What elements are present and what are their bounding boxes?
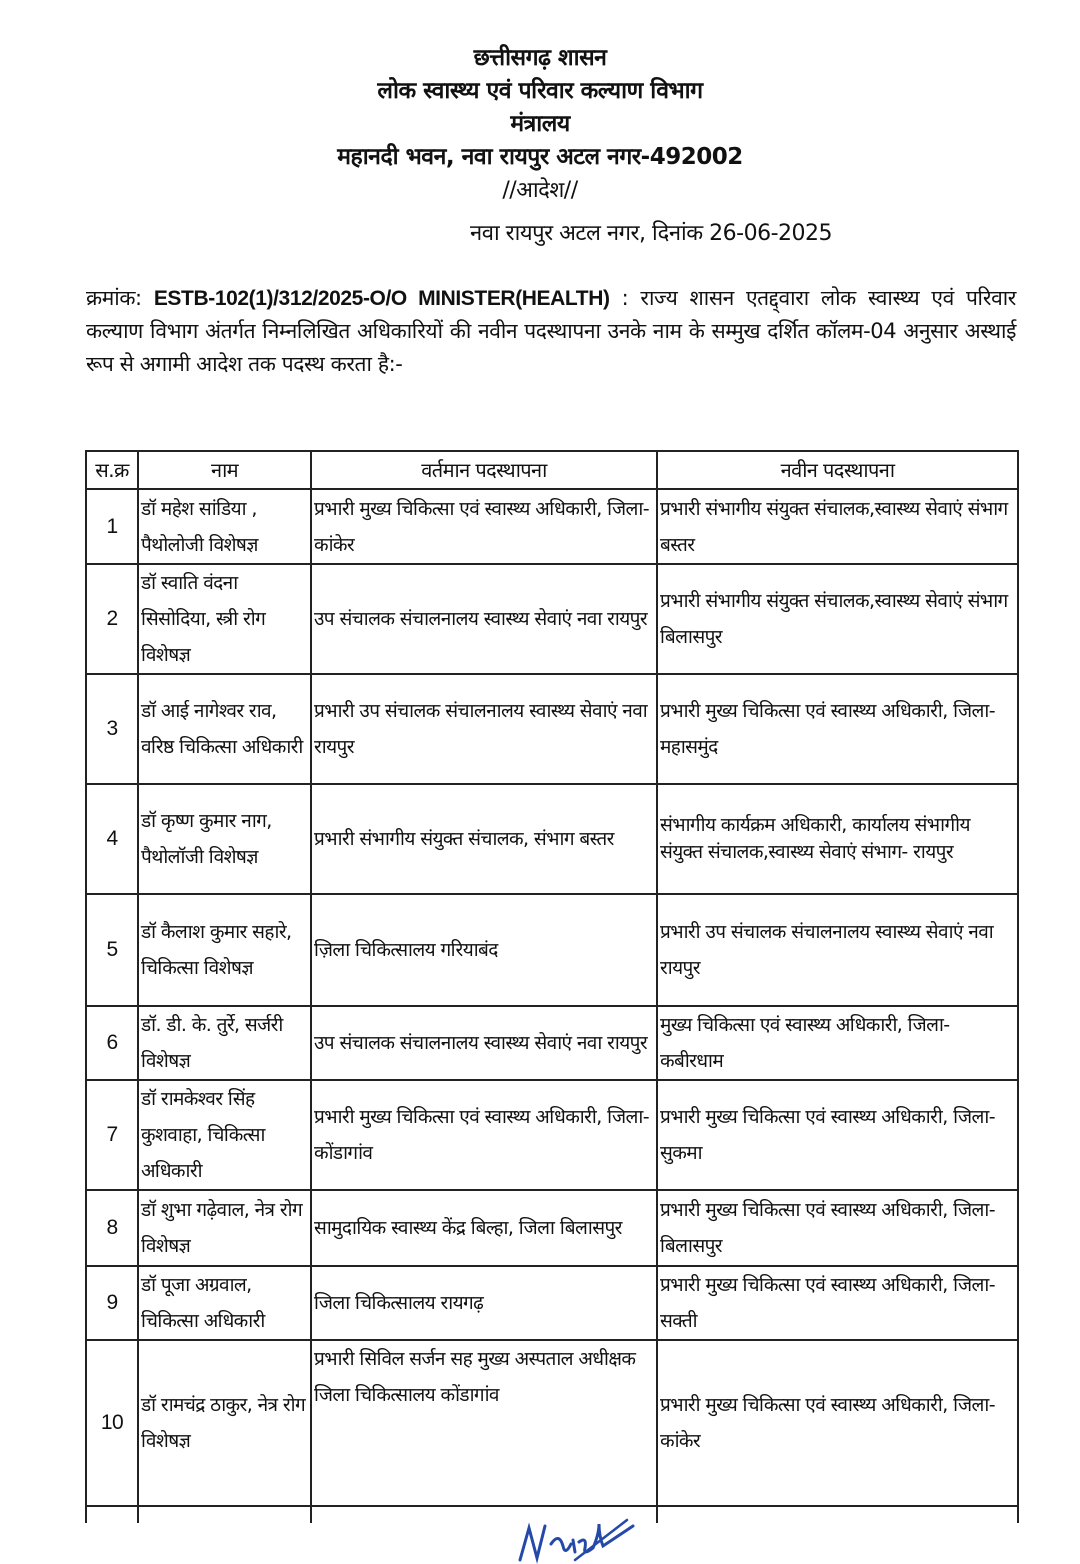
current-posting: उप संचालक संचालनालय स्वास्थ्य सेवाएं नवा रायपुर	[311, 1006, 657, 1080]
new-posting: प्रभारी संभागीय संयुक्त संचालक,स्वास्थ्य सेवाएं संभाग बिलासपुर	[657, 564, 1018, 674]
current-posting: ज़िला चिकित्सालय गरियाबंद	[311, 894, 657, 1006]
serial-number: 9	[86, 1266, 138, 1340]
officer-name: डॉ आई नागेश्वर राव, वरिष्ठ चिकित्सा अधिकारी	[138, 674, 311, 784]
new-posting: मुख्य चिकित्सा एवं स्वास्थ्य अधिकारी, जिला- कबीरधाम	[657, 1006, 1018, 1080]
ministry-label: मंत्रालय	[510, 111, 570, 137]
officer-name: डॉ महेश सांडिया , पैथोलोजी विशेषज्ञ	[138, 489, 311, 564]
officer-name: डॉ स्वाति वंदना सिसोदिया, स्त्री रोग विशेषज्ञ	[138, 564, 311, 674]
current-posting: प्रभारी मुख्य चिकित्सा एवं स्वास्थ्य अधिकारी, जिला- कांकेर	[311, 489, 657, 564]
new-posting: प्रभारी संभागीय संयुक्त संचालक,स्वास्थ्य सेवाएं संभाग बस्तर	[657, 489, 1018, 564]
serial-number: 7	[86, 1080, 138, 1190]
table-row	[86, 784, 1018, 894]
table-row	[86, 674, 1018, 784]
posting-table	[85, 450, 1019, 1523]
new-posting: प्रभारी मुख्य चिकित्सा एवं स्वास्थ्य अधिकारी, जिला- सक्ती	[657, 1266, 1018, 1340]
table-row	[86, 1006, 1018, 1080]
col-name: नाम	[138, 451, 311, 489]
table-row	[86, 1080, 1018, 1190]
serial-number: 2	[86, 564, 138, 674]
serial-number: 8	[86, 1190, 138, 1266]
officer-name: डॉ कैलाश कुमार सहारे, चिकित्सा विशेषज्ञ	[138, 894, 311, 1006]
serial-number: 1	[86, 489, 138, 564]
col-new-posting: नवीन पदस्थापना	[657, 451, 1018, 489]
new-posting: प्रभारी मुख्य चिकित्सा एवं स्वास्थ्य अधिकारी, जिला- महासमुंद	[657, 674, 1018, 784]
new-posting: संभागीय कार्यक्रम अधिकारी, कार्यालय संभागीय संयुक्त संचालक,स्वास्थ्य सेवाएं संभाग- रायपुर	[657, 784, 1018, 894]
intro-body: : राज्य शासन एतद्द्वारा लोक स्वास्थ्य एवं परिवार कल्याण विभाग अंतर्गत निम्नलिखित अधिकारियों की नवीन पदस्थापना उनके नाम के सम्मुख दर्शित कॉलम-04 अनुसार अस्थाई रूप से अगामी आदेश तक पदस्थ करता है:-	[86, 286, 1016, 376]
current-posting: प्रभारी संभागीय संयुक्त संचालक, संभाग बस्तर	[311, 784, 657, 894]
current-posting: उप संचालक संचालनालय स्वास्थ्य सेवाएं नवा रायपुर	[311, 564, 657, 674]
table-row	[86, 564, 1018, 674]
government-name: छत्तीसगढ़ शासन	[473, 45, 607, 71]
officer-name: डॉ पूजा अग्रवाल, चिकित्सा अधिकारी	[138, 1266, 311, 1340]
table-header-row	[86, 451, 1018, 489]
officer-name: डॉ कृष्ण कुमार नाग, पैथोलॉजी विशेषज्ञ	[138, 784, 311, 894]
current-posting: प्रभारी सिविल सर्जन सह मुख्य अस्पताल अधीक्षक जिला चिकित्सालय कोंडागांव	[311, 1340, 657, 1506]
ref-prefix: क्रमांक:	[86, 286, 154, 310]
serial-number: 3	[86, 674, 138, 784]
serial-number: 6	[86, 1006, 138, 1080]
order-intro	[86, 282, 1016, 381]
table-row	[86, 1340, 1018, 1506]
office-address: महानदी भवन, नवा रायपुर अटल नगर-492002	[337, 144, 743, 170]
department-name: लोक स्वास्थ्य एवं परिवार कल्याण विभाग	[377, 78, 703, 104]
col-serial: स.क्र	[86, 451, 138, 489]
current-posting: सामुदायिक स्वास्थ्य केंद्र बिल्हा, जिला बिलासपुर	[311, 1190, 657, 1266]
new-posting: प्रभारी मुख्य चिकित्सा एवं स्वास्थ्य अधिकारी, जिला- सुकमा	[657, 1080, 1018, 1190]
current-posting: जिला चिकित्सालय रायगढ़	[311, 1266, 657, 1340]
table-row	[86, 1266, 1018, 1340]
new-posting: प्रभारी उप संचालक संचालनालय स्वास्थ्य सेवाएं नवा रायपुर	[657, 894, 1018, 1006]
order-label: //आदेश//	[502, 178, 578, 203]
document-header	[0, 42, 1080, 207]
signature-icon	[515, 1500, 635, 1564]
officer-name: डॉ शुभा गढ़ेवाल, नेत्र रोग विशेषज्ञ	[138, 1190, 311, 1266]
serial-number: 4	[86, 784, 138, 894]
officer-name: डॉ रामचंद्र ठाकुर, नेत्र रोग विशेषज्ञ	[138, 1340, 311, 1506]
serial-number: 5	[86, 894, 138, 1006]
table-row	[86, 894, 1018, 1006]
current-posting: प्रभारी उप संचालक संचालनालय स्वास्थ्य सेवाएं नवा रायपुर	[311, 674, 657, 784]
officer-name: डॉ रामकेश्वर सिंह कुशवाहा, चिकित्सा अधिकारी	[138, 1080, 311, 1190]
officer-name: डॉ. डी. के. तुर्रे, सर्जरी विशेषज्ञ	[138, 1006, 311, 1080]
table-row	[86, 1190, 1018, 1266]
current-posting: प्रभारी मुख्य चिकित्सा एवं स्वास्थ्य अधिकारी, जिला- कोंडागांव	[311, 1080, 657, 1190]
table-row	[86, 489, 1018, 564]
serial-number: 10	[86, 1340, 138, 1506]
new-posting: प्रभारी मुख्य चिकित्सा एवं स्वास्थ्य अधिकारी, जिला- बिलासपुर	[657, 1190, 1018, 1266]
col-current-posting: वर्तमान पदस्थापना	[311, 451, 657, 489]
new-posting: प्रभारी मुख्य चिकित्सा एवं स्वास्थ्य अधिकारी, जिला- कांकेर	[657, 1340, 1018, 1506]
order-date: नवा रायपुर अटल नगर, दिनांक 26-06-2025	[470, 221, 832, 246]
ref-number: ESTB-102(1)/312/2025-O/O MINISTER(HEALTH)	[153, 287, 610, 310]
